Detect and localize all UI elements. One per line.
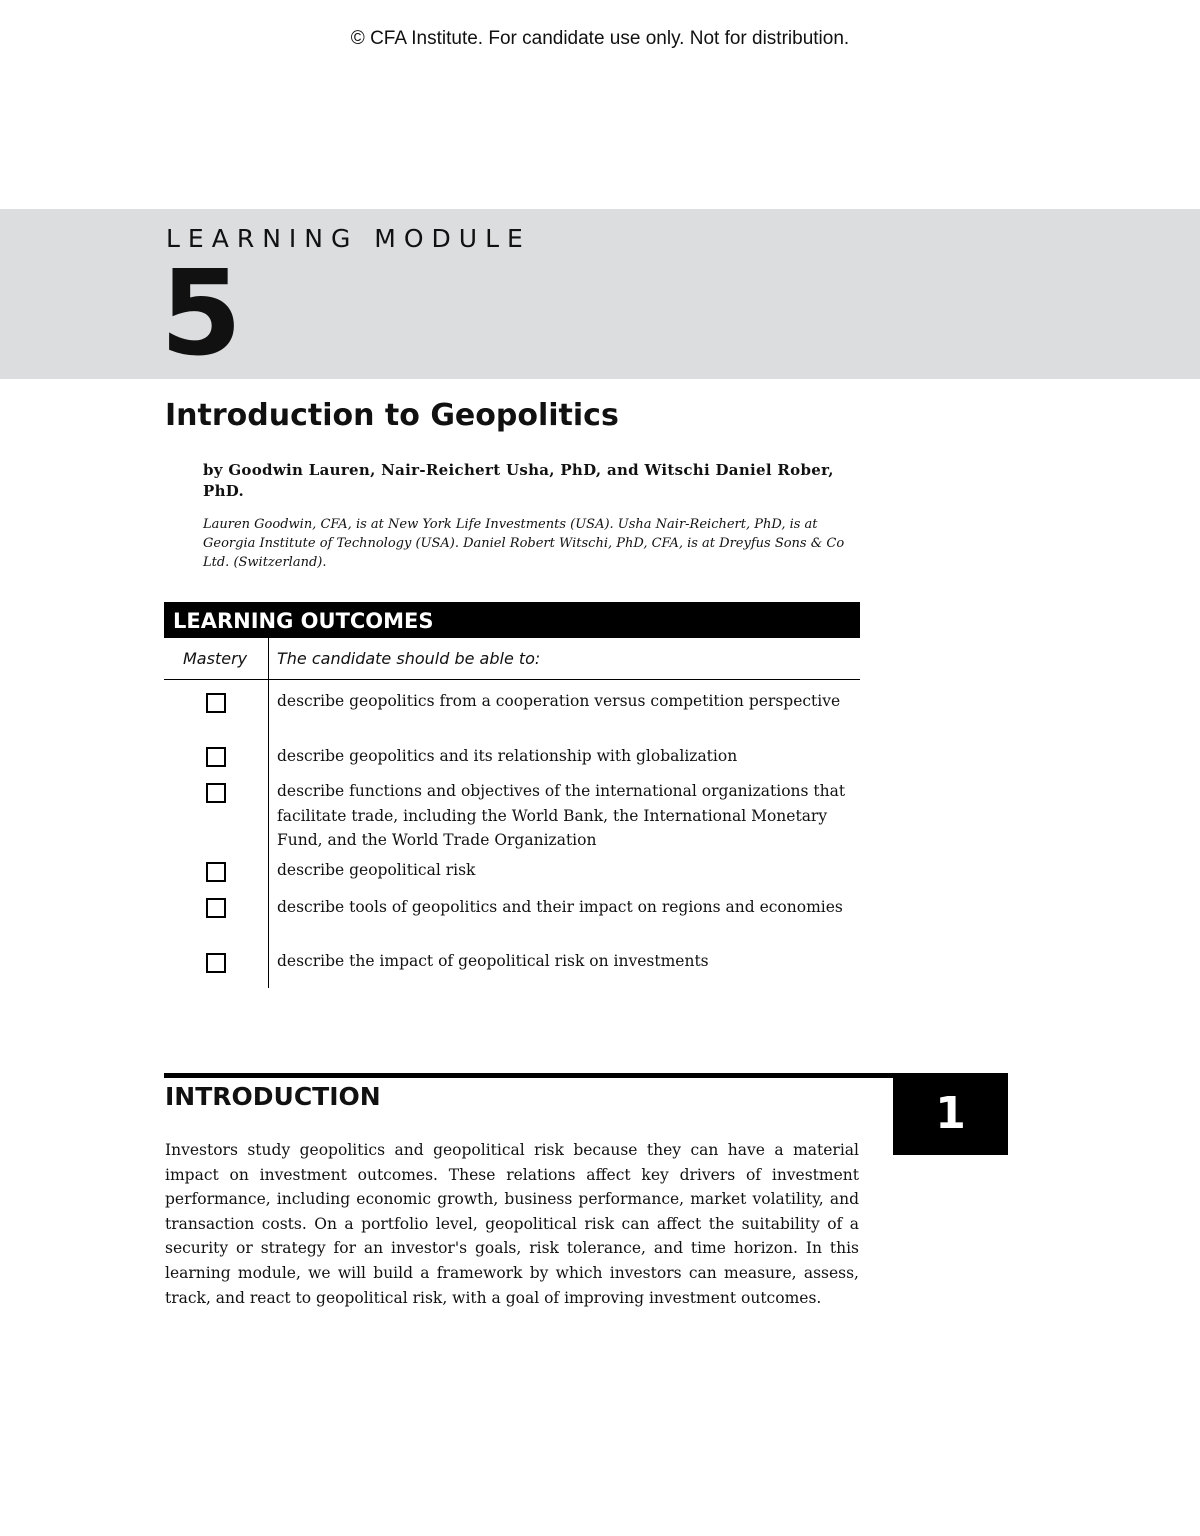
mastery-checkbox[interactable] xyxy=(206,783,226,803)
mastery-checkbox[interactable] xyxy=(206,898,226,918)
learning-outcome-item: describe geopolitics and its relationship with globalization xyxy=(277,747,738,765)
mastery-checkbox[interactable] xyxy=(206,747,226,767)
learning-outcome-item: describe functions and objectives of the international organizations that facilitate trade, including the World Bank, the International Monetary Fund, and the World Trade Organization xyxy=(277,782,846,849)
mastery-checkbox[interactable] xyxy=(206,953,226,973)
section-rule xyxy=(164,1073,894,1078)
module-number: 5 xyxy=(160,244,243,382)
learning-outcome-item: describe the impact of geopolitical risk on investments xyxy=(277,952,709,970)
mastery-checkbox[interactable] xyxy=(206,693,226,713)
author-affiliations: Lauren Goodwin, CFA, is at New York Life Investments (USA). Usha Nair-Reichert, PhD, is at Georgia Institute of Technology (USA). Daniel Robert Witschi, PhD, CFA, is at Dreyfus Sons & Co Ltd. (Switzerland). xyxy=(203,517,845,570)
table-column-divider xyxy=(268,638,269,988)
learning-outcomes-heading: LEARNING OUTCOMES xyxy=(164,602,860,638)
section-number-badge: 1 xyxy=(893,1073,1008,1155)
candidate-column-header: The candidate should be able to: xyxy=(277,649,541,668)
mastery-column-header: Mastery xyxy=(183,649,248,668)
author-byline: by Goodwin Lauren, Nair-Reichert Usha, PhD, and Witschi Daniel Rober, PhD. xyxy=(203,461,834,500)
learning-outcome-item: describe geopolitical risk xyxy=(277,861,476,879)
section-heading: INTRODUCTION xyxy=(165,1082,381,1111)
module-label: LEARNING MODULE xyxy=(166,224,531,253)
learning-outcome-item: describe geopolitics from a cooperation versus competition perspective xyxy=(277,692,841,710)
learning-outcome-item: describe tools of geopolitics and their impact on regions and economies xyxy=(277,898,843,916)
mastery-checkbox[interactable] xyxy=(206,862,226,882)
copyright-notice: © CFA Institute. For candidate use only. Not for distribution. xyxy=(350,28,850,49)
introduction-paragraph: Investors study geopolitics and geopolitical risk because they can have a material impact on investment outcomes. These relations affect key drivers of investment performance, including economic growth, business performance, market volatility, and transaction costs. On a portfolio level, geopolitical risk can affect the suitability of a security or strategy for an investor's goals, risk tolerance, and time horizon. In this learning module, we will build a framework by which investors can measure, assess, track, and react to geopolitical risk, with a goal of improving investment outcomes. xyxy=(165,1141,859,1307)
module-title: Introduction to Geopolitics xyxy=(165,398,619,433)
